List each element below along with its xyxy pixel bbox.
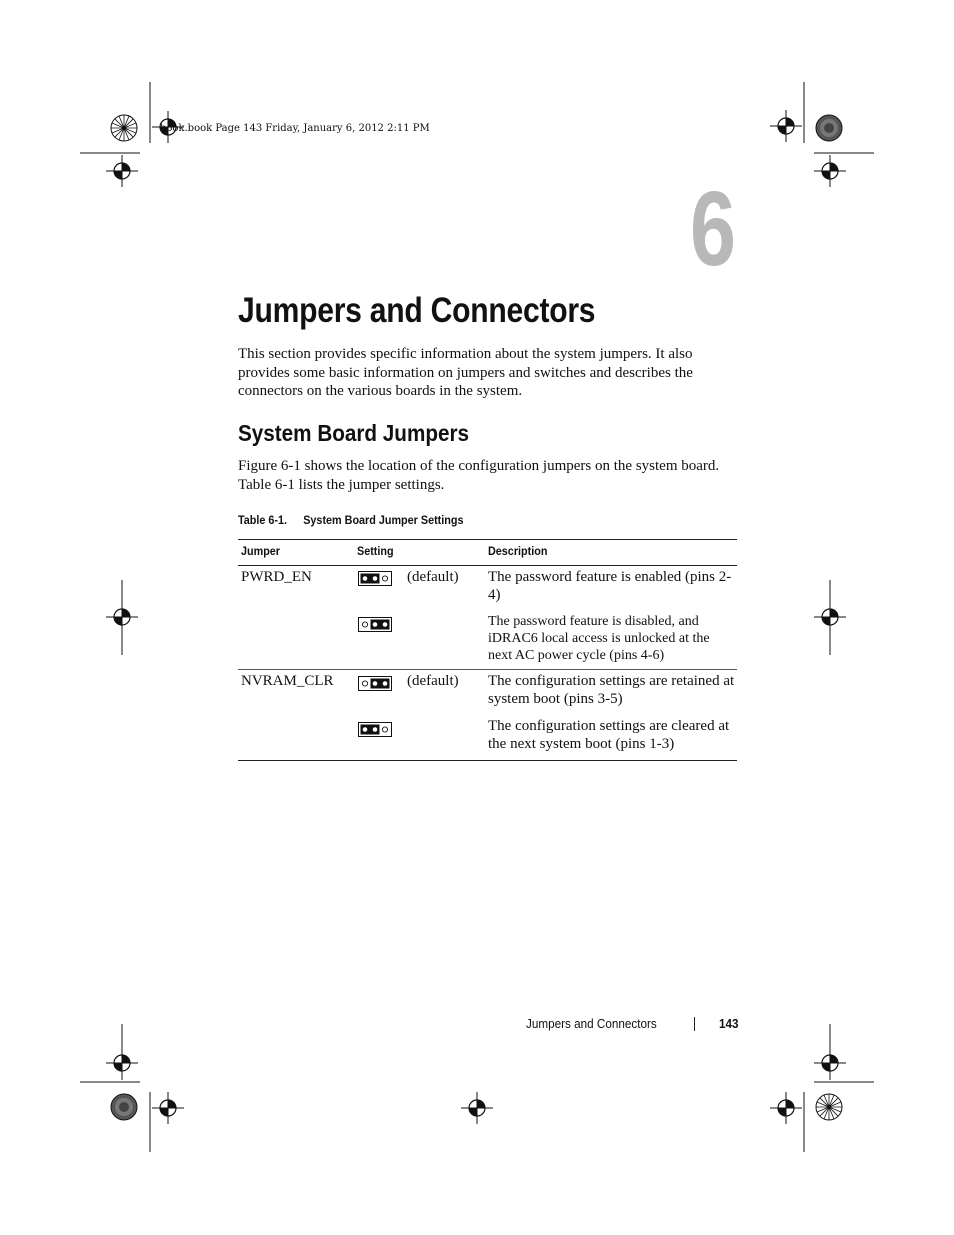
jumper-pins-icon	[358, 617, 392, 632]
section-paragraph: Figure 6-1 shows the location of the configuration jumpers on the system board. Table 6-1 lists the jumper settings.	[238, 458, 720, 493]
table-header-rule	[238, 565, 737, 566]
row-3-setting: (default)	[407, 673, 459, 689]
header-description: Description	[488, 544, 548, 558]
table-caption-number: Table 6-1.	[238, 513, 288, 527]
table-top-rule	[238, 539, 737, 540]
print-header-note: book.book Page 143 Friday, January 6, 2012 2:11 PM	[160, 123, 430, 134]
row-1-description: The password feature is enabled (pins 2-4)	[488, 569, 732, 603]
jumper-pins-icon	[358, 571, 392, 586]
row-3-jumper: NVRAM_CLR	[241, 673, 334, 689]
row-2-description: The password feature is disabled, and iDRAC6 local access is unlocked at the next AC power cycle (pins 4-6)	[488, 614, 710, 663]
footer-chapter-title: Jumpers and Connectors	[526, 1016, 657, 1031]
table-bottom-rule	[238, 760, 737, 761]
jumper-pins-icon	[358, 722, 392, 737]
footer-separator	[694, 1017, 695, 1031]
row-4-description: The configuration settings are cleared at the next system boot (pins 1-3)	[488, 718, 730, 752]
table-row-rule	[238, 669, 737, 670]
jumper-pins-icon	[358, 676, 392, 691]
page-number: 143	[719, 1016, 739, 1031]
chapter-number: 6	[690, 170, 736, 288]
header-setting: Setting	[357, 544, 394, 558]
chapter-title: Jumpers and Connectors	[238, 291, 596, 330]
row-1-jumper: PWRD_EN	[241, 569, 312, 585]
table-caption-title: System Board Jumper Settings	[303, 513, 464, 527]
section-title: System Board Jumpers	[238, 420, 470, 446]
row-3-description: The configuration settings are retained at system boot (pins 3-5)	[488, 673, 735, 707]
intro-paragraph: This section provides specific information about the system jumpers. It also provides some basic information on jumpers and switches and describes the connectors on the various boards in the system.	[238, 346, 693, 399]
header-jumper: Jumper	[241, 544, 281, 558]
row-1-setting: (default)	[407, 569, 459, 585]
crop-marks	[80, 82, 874, 1152]
table-caption	[238, 513, 463, 527]
